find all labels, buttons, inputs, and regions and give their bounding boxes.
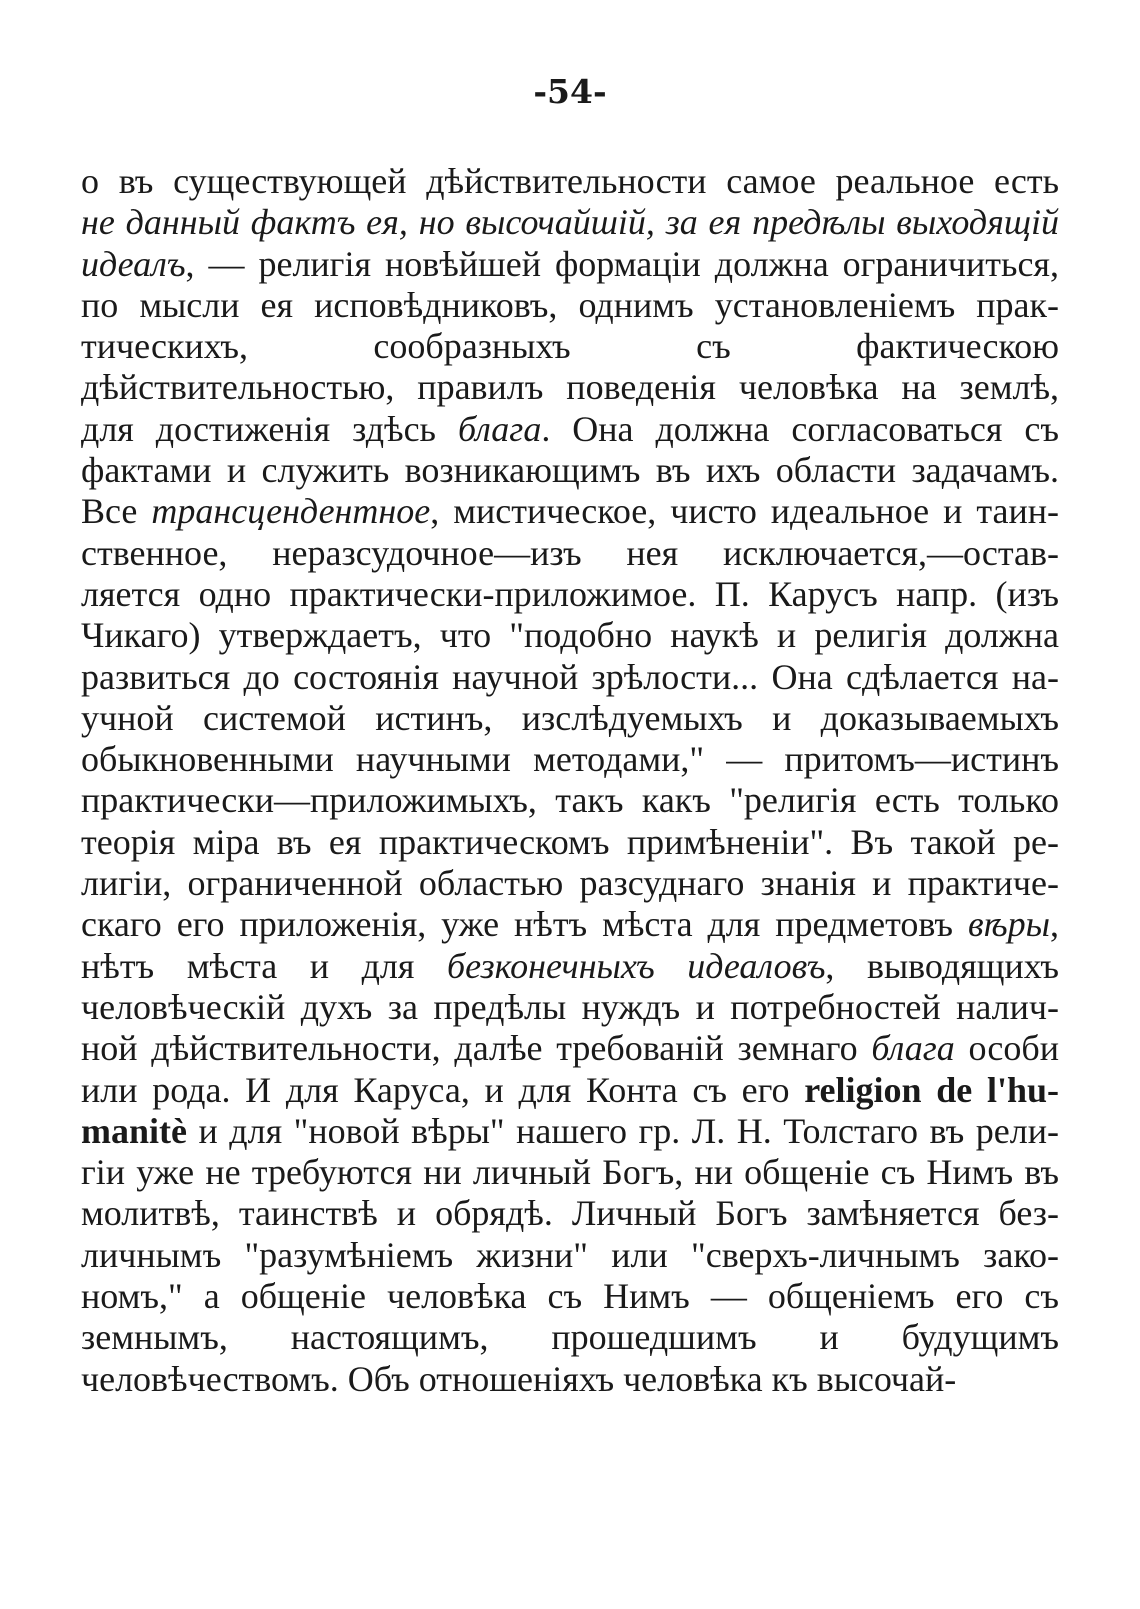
text-line: обыкновенными научными методами," — притомъ—истинъ <box>81 739 1059 780</box>
text-line: ственное, неразсудочное—изъ нея исключается,—остав- <box>81 532 1059 573</box>
text-line: гіи уже не требуются ни личный Богъ, ни общеніе съ Нимъ въ <box>81 1152 1059 1193</box>
text-line: учной системой истинъ, изслѣдуемыхъ и доказываемыхъ <box>81 697 1059 738</box>
italic-emphasis: блага <box>871 1028 955 1069</box>
text-line: дѣйствительностью, правилъ поведенія человѣка на землѣ, <box>81 367 1059 408</box>
text-line: нѣтъ мѣста и для безконечныхъ идеаловъ, выводящихъ <box>81 945 1059 986</box>
text-line: фактами и служить возникающимъ въ ихъ области задачамъ. <box>81 450 1059 491</box>
text-line: развиться до состоянія научной зрѣлости... Она сдѣлается на- <box>81 656 1059 697</box>
text-line: тическихъ, сообразныхъ съ фактическою <box>81 326 1059 367</box>
italic-emphasis: вѣры <box>967 904 1050 945</box>
text-line: номъ," а общеніе человѣка съ Нимъ — общеніемъ его съ <box>81 1276 1059 1317</box>
page-number: -54- <box>533 72 607 111</box>
text-line: скаго его приложенія, уже нѣтъ мѣста для предметовъ вѣры, <box>81 904 1059 945</box>
text-line: лигіи, ограниченной областью разсуднаго знанія и практиче- <box>81 863 1059 904</box>
text-line: ляется одно практически-приложимое. П. Карусъ напр. (изъ <box>81 573 1059 614</box>
bold-emphasis: manitè <box>81 1110 187 1151</box>
text-line: личнымъ "разумѣніемъ жизни" или "сверхъ-личнымъ зако- <box>81 1234 1059 1275</box>
text-line: о въ существующей дѣйствительности самое реальное есть <box>81 161 1059 201</box>
text-line: manitè и для "новой вѣры" нашего гр. Л. Н. Толстаго въ рели- <box>81 1110 1059 1151</box>
text-line: практически—приложимыхъ, такъ какъ "религія есть только <box>81 780 1059 821</box>
italic-emphasis: идеалъ <box>81 243 186 284</box>
text-line: теорія міра въ ея практическомъ примѣненіи". Въ такой ре- <box>81 821 1059 862</box>
text-line: идеалъ, — религія новѣйшей формаціи должна ограничиться, <box>81 243 1059 284</box>
text-line: по мысли ея исповѣдниковъ, однимъ установленіемъ прак- <box>81 284 1059 325</box>
text-line: Чикаго) утверждаетъ, что "подобно наукѣ и религія должна <box>81 615 1059 656</box>
body-text <box>81 161 1059 1400</box>
text-line: не данный фактъ ея, но высочайшій, за ея предѣлы выходящій <box>81 202 1059 243</box>
text-line: человѣчествомъ. Объ отношеніяхъ человѣка къ высочай- <box>81 1358 957 1399</box>
text-line: Все трансцендентное, мистическое, чисто идеальное и таин- <box>81 491 1059 532</box>
italic-emphasis: трансцендентное <box>151 491 431 532</box>
text-line: ной дѣйствительности, далѣе требованій земнаго блага особи <box>81 1028 1059 1069</box>
text-line: для достиженія здѣсь блага. Она должна согласоваться съ <box>81 408 1059 449</box>
italic-emphasis: блага <box>457 408 542 449</box>
text-line: или рода. И для Каруса, и для Конта съ его religion de l'hu- <box>81 1069 1059 1110</box>
text-line: земнымъ, настоящимъ, прошедшимъ и будущимъ <box>81 1317 1059 1358</box>
bold-emphasis: religion de l'hu- <box>804 1069 1059 1110</box>
italic-emphasis: безконечныхъ идеаловъ <box>447 945 826 986</box>
text-line: молитвѣ, таинствѣ и обрядѣ. Личный Богъ замѣняется без- <box>81 1193 1059 1234</box>
text-line: человѣческій духъ за предѣлы нуждъ и потребностей налич- <box>81 986 1059 1027</box>
